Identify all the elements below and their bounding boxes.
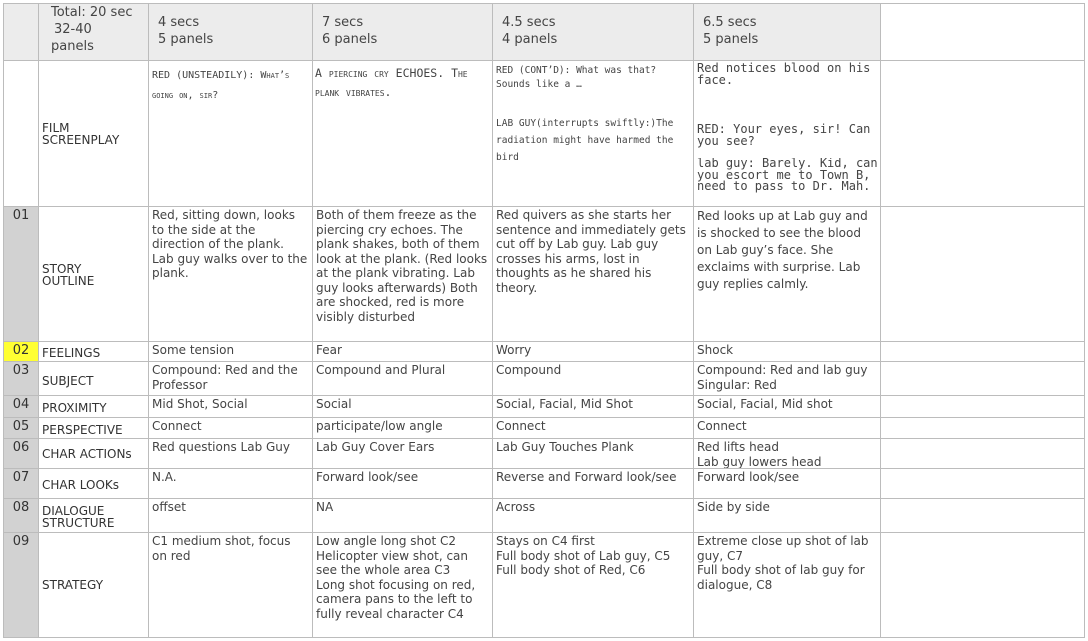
scene-header-1 — [149, 13, 312, 59]
scene-duration: 4 secs — [158, 15, 200, 30]
dialogue-structure-scene-3: Across — [496, 500, 536, 514]
strategy-scene-2: Low angle long shot C2 Helicopter view shot, can see the whole area C3 Long shot focusing on red, camera pans to the left to fully reveal character C4 — [316, 534, 476, 621]
char-looks-scene-4: Forward look/see — [697, 470, 800, 484]
subject-scene-2: Compound and Plural — [316, 363, 446, 377]
proximity-scene-3: Social, Facial, Mid Shot — [496, 397, 633, 411]
row-label-char-actions: CHAR ACTIONs — [42, 448, 132, 461]
grid-line — [3, 637, 1085, 638]
dialogue-structure-scene-1: offset — [152, 500, 186, 514]
row-label-screenplay — [42, 122, 148, 152]
char-actions-scene-3: Lab Guy Touches Plank — [496, 440, 634, 454]
story-outline-scene-1: Red, sitting down, looks to the side at the direction of the plank. Lab guy walks over to the plank. — [152, 208, 308, 280]
row-number-highlighted: 02 — [4, 342, 38, 361]
total-summary — [39, 3, 148, 60]
row-label-line: SCREENPLAY — [42, 133, 120, 147]
subject-scene-4: Compound: Red and lab guy Singular: Red — [697, 363, 868, 392]
screenplay-text-scene-4a: Red notices blood on his face. — [697, 62, 871, 87]
scene-panel-count: 6 panels — [322, 32, 378, 47]
screenplay-text-scene-4b: RED: Your eyes, sir! Can you see? — [697, 123, 871, 148]
subject-scene-1: Compound: Red and the Professor — [152, 363, 298, 392]
total-panel-range: 32-40 — [54, 22, 92, 37]
scene-duration: 6.5 secs — [703, 15, 757, 30]
scene-duration: 7 secs — [322, 15, 364, 30]
row-label-line: OUTLINE — [42, 274, 95, 288]
row-number: 04 — [12, 397, 30, 412]
row-label-proximity: PROXIMITY — [42, 402, 107, 415]
scene-panel-count: 5 panels — [158, 32, 214, 47]
row-number: 03 — [12, 363, 30, 378]
dialogue-structure-scene-4: Side by side — [697, 500, 770, 514]
scene-header-4 — [694, 13, 880, 59]
char-looks-scene-3: Reverse and Forward look/see — [496, 470, 677, 484]
row-label-line: STORY — [42, 263, 82, 276]
subject-scene-3: Compound — [496, 363, 562, 377]
screenplay-text-scene-2: A piercing cry ECHOES. The plank vibrates. — [315, 66, 468, 99]
screenplay-text-scene-3b: LAB GUY(interrupts swiftly:)The radiation might have harmed the bird — [496, 118, 674, 163]
row-label-char-looks: CHAR LOOKs — [42, 479, 120, 492]
dialogue-structure-scene-2: NA — [316, 500, 334, 514]
screenplay-text-scene-3a: RED (CONT’D): What was that? Sounds like a … — [496, 65, 657, 90]
row-label-feelings: FEELINGS — [42, 347, 101, 360]
story-outline-scene-4: Red looks up at Lab guy and is shocked to see the blood on Lab guy’s face. She exclaims with surprise. Lab guy replies calmly. — [697, 209, 868, 291]
row-number: 05 — [12, 419, 30, 434]
row-label-line: STRUCTURE — [42, 516, 115, 530]
grid-line — [38, 3, 39, 638]
proximity-scene-1: Mid Shot, Social — [152, 397, 248, 411]
total-duration: Total: 20 sec — [51, 5, 133, 20]
scene-panel-count: 5 panels — [703, 32, 759, 47]
screenplay-text-scene-4c: lab guy: Barely. Kid, can you escort me to Town B, need to pass to Dr. Mah. — [697, 158, 878, 194]
row-number: 09 — [12, 534, 30, 549]
row-number: 06 — [12, 440, 30, 455]
row-label-story-outline — [42, 263, 148, 291]
perspective-scene-2: participate/low angle — [316, 419, 443, 433]
char-looks-scene-2: Forward look/see — [316, 470, 419, 484]
row-number: 08 — [12, 500, 30, 515]
grid-line — [1084, 3, 1085, 638]
total-panels-label: panels — [51, 39, 94, 54]
scene-header-2 — [313, 13, 492, 59]
char-looks-scene-1: N.A. — [152, 470, 177, 484]
perspective-scene-3: Connect — [496, 419, 546, 433]
feelings-scene-2: Fear — [316, 343, 342, 357]
char-actions-scene-2: Lab Guy Cover Ears — [316, 440, 435, 454]
proximity-scene-2: Social — [316, 397, 352, 411]
strategy-scene-1: C1 medium shot, focus on red — [152, 534, 291, 563]
perspective-scene-1: Connect — [152, 419, 202, 433]
row-label-perspective: PERSPECTIVE — [42, 424, 123, 437]
grid-line — [880, 3, 881, 638]
perspective-scene-4: Connect — [697, 419, 747, 433]
row-number: 07 — [12, 470, 30, 485]
scene-panel-count: 4 panels — [502, 32, 558, 47]
scene-header-3 — [493, 13, 693, 59]
row-number: 01 — [12, 208, 30, 223]
proximity-scene-4: Social, Facial, Mid shot — [697, 397, 833, 411]
row-label-line: DIALOGUE — [42, 505, 105, 518]
feelings-scene-3: Worry — [496, 343, 532, 357]
scene-duration: 4.5 secs — [502, 15, 556, 30]
grid-line — [3, 3, 1085, 4]
row-label-dialogue-structure — [42, 505, 148, 531]
row-label-strategy: STRATEGY — [42, 579, 104, 592]
strategy-scene-4: Extreme close up shot of lab guy, C7 Full body shot of lab guy for dialogue, C8 — [697, 534, 869, 592]
char-actions-scene-4: Red lifts head Lab guy lowers head — [697, 440, 822, 468]
feelings-scene-1: Some tension — [152, 343, 235, 357]
screenplay-text-scene-1: RED (UNSTEADILY): What’s going on, sir? — [152, 70, 290, 101]
story-outline-scene-2: Both of them freeze as the piercing cry echoes. The plank shakes, both of them look at the plank. (Red looks at the plank vibrating. Lab guy looks afterwards) Both are shocked, red is more visibly disturbed — [316, 208, 488, 324]
row-label-subject: SUBJECT — [42, 375, 94, 388]
char-actions-scene-1: Red questions Lab Guy — [152, 440, 290, 454]
feelings-scene-4: Shock — [697, 343, 734, 357]
strategy-scene-3: Stays on C4 first Full body shot of Lab guy, C5 Full body shot of Red, C6 — [496, 534, 671, 577]
grid-line — [3, 60, 1085, 61]
row-label-line: FILM — [42, 122, 70, 135]
story-outline-scene-3: Red quivers as she starts her sentence and immediately gets cut off by Lab guy. Lab guy crosses his arms, lost in thoughts as he shared his theory. — [496, 208, 686, 295]
